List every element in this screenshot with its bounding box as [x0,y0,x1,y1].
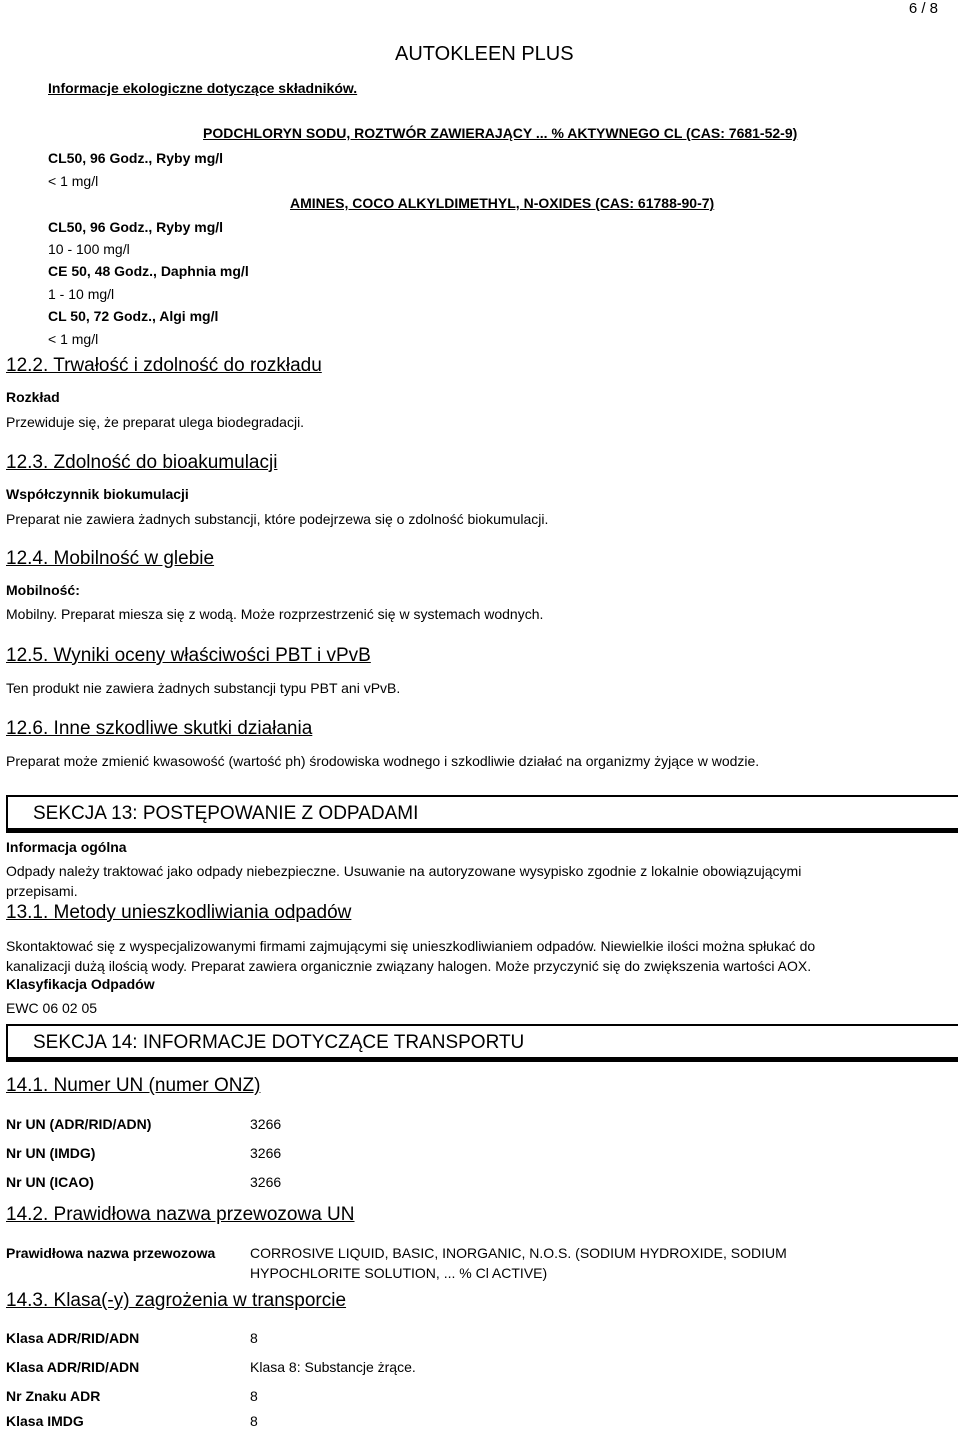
heading-12-3: 12.3. Zdolność do bioakumulacji [6,452,278,473]
label-mobilnosc: Mobilność: [6,582,80,598]
text-12-5: Ten produkt nie zawiera żadnych substancji typu PBT ani vPvB. [6,680,401,696]
label-informacja-ogolna: Informacja ogólna [6,839,127,855]
eco-header: Informacje ekologiczne dotyczące składników. [48,80,358,96]
section-14-title: SEKCJA 14: INFORMACJE DOTYCZĄCE TRANSPORTU [33,1032,525,1053]
section-14-header [6,1024,958,1062]
class-label-1: Klasa ADR/RID/ADN [6,1330,140,1346]
document-title: AUTOKLEEN PLUS [395,43,574,65]
label-klasyfikacja: Klasyfikacja Odpadów [6,976,155,992]
class-label-2: Klasa ADR/RID/ADN [6,1359,140,1375]
heading-12-4: 12.4. Mobilność w glebie [6,548,215,569]
un-value-3: 3266 [250,1174,282,1190]
heading-14-1: 14.1. Numer UN (numer ONZ) [6,1075,261,1096]
component2-test-1: CL50, 96 Godz., Ryby mg/l [48,219,224,235]
shipping-name-label: Prawidłowa nazwa przewozowa [6,1245,216,1261]
un-label-2: Nr UN (IMDG) [6,1145,96,1161]
component1-test: CL50, 96 Godz., Ryby mg/l [48,150,224,166]
heading-12-6: 12.6. Inne szkodliwe skutki działania [6,718,313,739]
text-12-4: Mobilny. Preparat miesza się z wodą. Może rozprzestrzenić się w systemach wodnych. [6,606,544,622]
label-biokumulacja: Współczynnik biokumulacji [6,486,189,502]
component2-value-1: 10 - 100 mg/l [48,241,130,257]
class-value-1: 8 [250,1330,258,1346]
label-rozklad: Rozkład [6,389,60,405]
component1-value: < 1 mg/l [48,173,99,189]
text-13-1: Skontaktować się z wyspecjalizowanymi firmami zajmującymi się unieszkodliwianiem odpadów. Niewielkie ilości można spłukać do kanalizacji dużą ilością wody. Preparat zawiera organicznie związany halogen. Może przyczynić się do zwiększenia wartości AOX. [6,938,816,974]
text-12-6: Preparat może zmienić kwasowość (wartość ph) środowiska wodnego i szkodliwie działać na organizmy żyjące w wodzie. [6,753,760,769]
un-label-1: Nr UN (ADR/RID/ADN) [6,1116,152,1132]
heading-14-3: 14.3. Klasa(-y) zagrożenia w transporcie [6,1290,347,1311]
class-value-3: 8 [250,1388,258,1404]
value-ewc: EWC 06 02 05 [6,1000,98,1016]
page-number: 6 / 8 [908,0,938,17]
text-12-2: Przewiduje się, że preparat ulega biodegradacji. [6,414,305,430]
heading-12-2: 12.2. Trwałość i zdolność do rozkładu [6,355,322,376]
shipping-name-value: CORROSIVE LIQUID, BASIC, INORGANIC, N.O.S. (SODIUM HYDROXIDE, SODIUM HYPOCHLORITE SOLUTION, ... % Cl ACTIVE) [250,1245,787,1281]
heading-14-2: 14.2. Prawidłowa nazwa przewozowa UN [6,1204,355,1225]
component2-test-2: CE 50, 48 Godz., Daphnia mg/l [48,263,249,279]
component1-name: PODCHLORYN SODU, ROZTWÓR ZAWIERAJĄCY ... % AKTYWNEGO CL (CAS: 7681-52-9) [203,125,798,141]
heading-12-5: 12.5. Wyniki oceny właściwości PBT i vPvB [6,645,371,666]
class-label-3: Nr Znaku ADR [6,1388,101,1404]
class-value-2: Klasa 8: Substancje żrące. [250,1359,416,1375]
un-value-2: 3266 [250,1145,282,1161]
text-12-3: Preparat nie zawiera żadnych substancji, które podejrzewa się o zdolność biokumulacji. [6,511,549,527]
component2-value-3: < 1 mg/l [48,331,99,347]
un-value-1: 3266 [250,1116,282,1132]
component2-test-3: CL 50, 72 Godz., Algi mg/l [48,308,219,324]
class-value-4: 8 [250,1413,258,1429]
section-13-header [6,795,958,833]
un-label-3: Nr UN (ICAO) [6,1174,94,1190]
heading-13-1: 13.1. Metody unieszkodliwiania odpadów [6,902,352,923]
text-13-general: Odpady należy traktować jako odpady niebezpieczne. Usuwanie na autoryzowane wysypisko zgodnie z lokalnie obowiązującymi przepisami. [6,863,802,899]
class-label-4: Klasa IMDG [6,1413,84,1429]
section-13-title: SEKCJA 13: POSTĘPOWANIE Z ODPADAMI [33,803,419,824]
component2-name: AMINES, COCO ALKYLDIMETHYL, N-OXIDES (CAS: 61788-90-7) [290,195,715,211]
component2-value-2: 1 - 10 mg/l [48,286,115,302]
